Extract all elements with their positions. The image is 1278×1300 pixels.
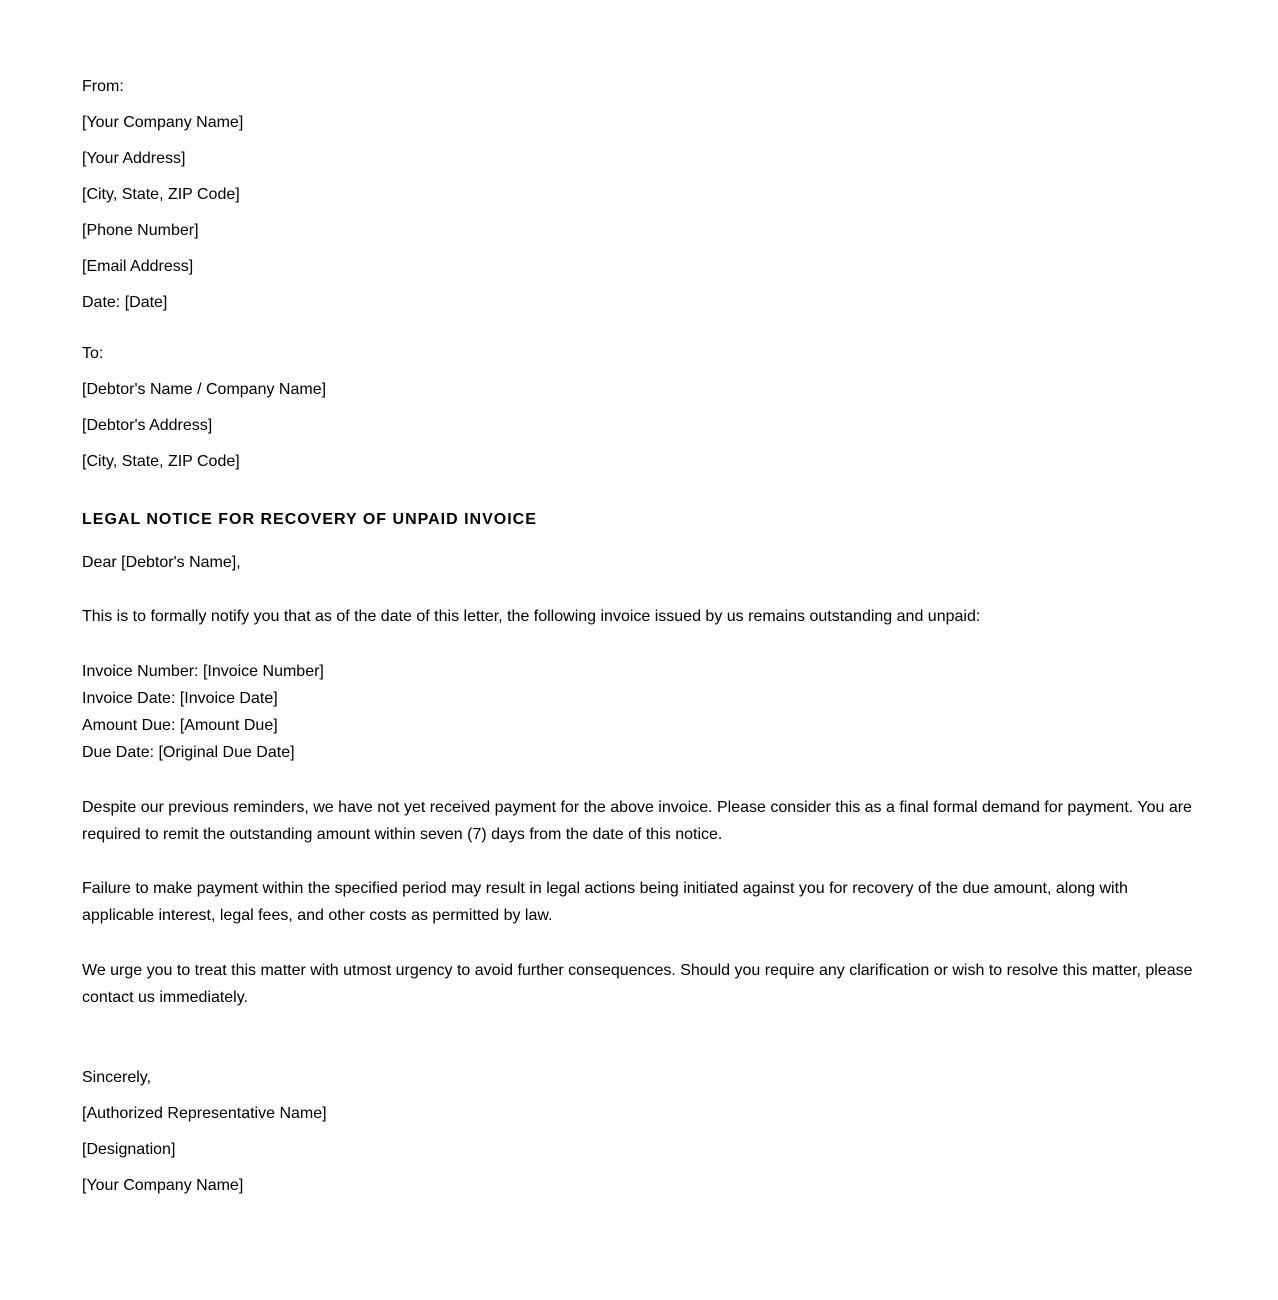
sender-company: [Your Company Name] — [82, 114, 244, 131]
salutation: Dear [Debtor's Name], — [82, 554, 241, 571]
intro-paragraph: This is to formally notify you that as of the date of this letter, the following invoice issued by us remains outstanding and unpaid: — [82, 608, 981, 625]
sender-city-state-zip: [City, State, ZIP Code] — [82, 186, 240, 203]
invoice-number: Invoice Number: [Invoice Number] — [82, 663, 324, 680]
invoice-date: Invoice Date: [Invoice Date] — [82, 690, 278, 707]
recipient-address: [Debtor's Address] — [82, 417, 213, 434]
sender-email: [Email Address] — [82, 258, 194, 275]
consequence-paragraph: Failure to make payment within the specified period may result in legal actions being initiated against you for recovery of the due amount, along with applicable interest, legal fees, and other costs as permitted by law. — [82, 880, 1128, 924]
designation: [Designation] — [82, 1141, 176, 1158]
letter-date: Date: [Date] — [82, 294, 168, 311]
demand-paragraph: Despite our previous reminders, we have not yet received payment for the above invoice. Please consider this as a final formal demand for payment. You are required to remit the outstanding amount within seven (7) days from the date of this notice. — [82, 799, 1192, 843]
amount-due: Amount Due: [Amount Due] — [82, 717, 278, 734]
representative-name: [Authorized Representative Name] — [82, 1105, 327, 1122]
due-date: Due Date: [Original Due Date] — [82, 744, 295, 761]
closing-company: [Your Company Name] — [82, 1177, 244, 1194]
sender-label: From: — [82, 78, 124, 95]
recipient-label: To: — [82, 345, 104, 362]
urgency-paragraph: We urge you to treat this matter with utmost urgency to avoid further consequences. Should you require any clarification or wish to resolve this matter, please contact us immediately. — [82, 962, 1193, 1006]
sender-address: [Your Address] — [82, 150, 186, 167]
recipient-city-state-zip: [City, State, ZIP Code] — [82, 453, 240, 470]
sender-phone: [Phone Number] — [82, 222, 199, 239]
notice-title: LEGAL NOTICE FOR RECOVERY OF UNPAID INVOICE — [82, 511, 537, 528]
recipient-name: [Debtor's Name / Company Name] — [82, 381, 327, 398]
signoff: Sincerely, — [82, 1069, 152, 1086]
